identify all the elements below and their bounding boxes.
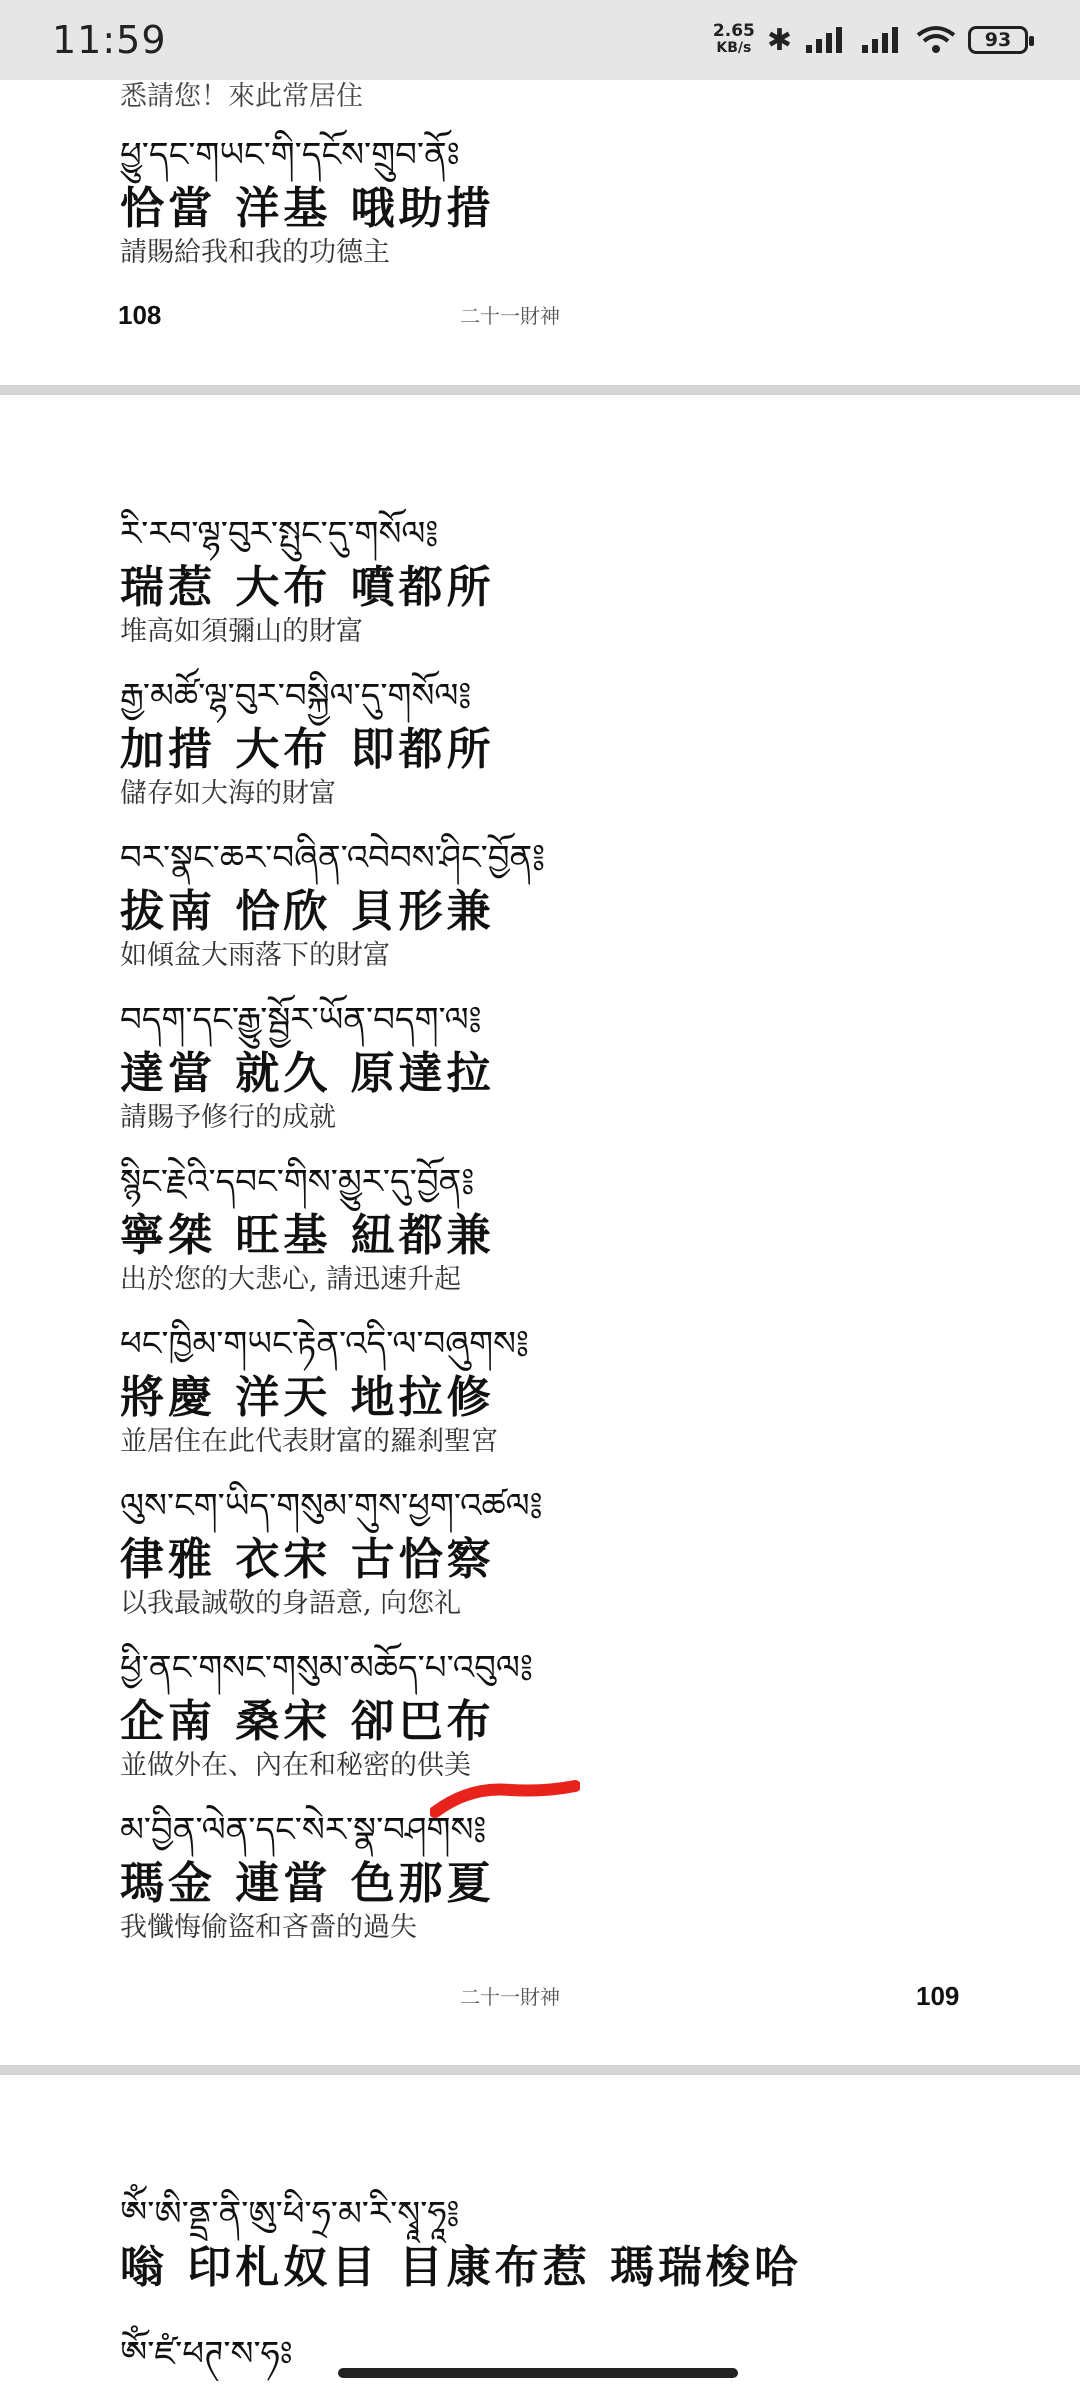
page-108 [0, 80, 1080, 385]
tibetan-line: རི་རབ་ལྷ་བུར་སྤུང་དུ་གསོལ༔ [120, 514, 439, 554]
status-icons [713, 23, 1028, 58]
page-running-title: 二十一財神 [460, 1985, 560, 2009]
tibetan-line: ཨོཾ་ཛཾ་ཕཊ་ས་ཧཿ [120, 2334, 293, 2374]
phonetic-line: 律雅 衣宋 古恰察 [120, 1534, 495, 1585]
translation-line: 如傾盆大雨落下的財富 [120, 940, 390, 971]
tibetan-line: ལུས་ངག་ཡིད་གསུམ་གུས་ཕྱག་འཚལ༔ [120, 1486, 543, 1526]
translation-line: 堆高如須彌山的財富 [120, 616, 363, 647]
signal-icon [804, 25, 848, 55]
tibetan-line: ཕྱུ་དང་གཡང་གི་དངོས་གྲུབ་ནོཿ [120, 135, 460, 175]
translation-line: 請賜給我和我的功德主 [120, 237, 390, 268]
tibetan-line: ཨོཾ་ཨི་ནྡྲ་ནི་ཨུ་ཕི་ཧྲ་མ་རི་སྭཱ་ཧཱ༔ [120, 2194, 460, 2234]
cut-off-translation: 悉請您！來此常居住 [120, 81, 363, 112]
translation-line: 並居住在此代表財富的羅刹聖宮 [120, 1426, 498, 1457]
phonetic-line: 寧桀 旺基 紐都兼 [120, 1210, 495, 1261]
phonetic-line: 將慶 洋天 地拉修 [120, 1372, 495, 1423]
page-number: 108 [118, 300, 162, 330]
battery-indicator [968, 26, 1028, 54]
page-separator [0, 2065, 1080, 2075]
tibetan-line: བར་སྣང་ཆར་བཞིན་འབེབས་ཤིང་བྱོན༔ [120, 838, 546, 878]
phonetic-line: 拔南 恰欣 貝形兼 [120, 886, 495, 937]
translation-line: 儲存如大海的財富 [120, 778, 336, 809]
bluetooth-icon: ✱ [766, 22, 792, 58]
translation-line: 以我最誠敬的身語意, 向您礼 [120, 1588, 462, 1619]
phonetic-line: 加措 大布 即都所 [120, 724, 495, 775]
network-speed-value: 2.65 [712, 21, 755, 41]
status-time: 11:59 [52, 18, 167, 62]
network-speed [713, 23, 755, 57]
phonetic-line: 恰當 洋基 哦助措 [120, 183, 495, 234]
wifi-icon [916, 25, 956, 55]
phonetic-line: 瑪金 連當 色那夏 [120, 1858, 495, 1909]
page-number: 109 [916, 1981, 960, 2011]
translation-line: 請賜予修行的成就 [120, 1102, 336, 1133]
translation-line: 並做外在、內在和秘密的供美 [120, 1750, 471, 1781]
page-110 [0, 2075, 1080, 2400]
tibetan-line: མ་བྱིན་ལེན་དང་སེར་སྣ་བཤགས༔ [120, 1810, 487, 1850]
tibetan-line: ཕྱི་ནང་གསང་གསུམ་མཆོད་པ་འབུལ༔ [120, 1648, 533, 1688]
red-underline-annotation [430, 1780, 580, 1820]
tibetan-line: རྒྱ་མཚོ་ལྷ་བུར་བསྐྱིལ་དུ་གསོལ༔ [120, 676, 472, 716]
tibetan-line: བདག་དང་རྒྱུ་སྦྱོར་ཡོན་བདག་ལ༔ [120, 1000, 482, 1040]
phonetic-line: 達當 就久 原達拉 [120, 1048, 495, 1099]
tibetan-line: སྙིང་རྗེའི་དབང་གིས་མྱུར་དུ་བྱོན༔ [120, 1162, 475, 1202]
tibetan-line: ཕང་ཁྱིམ་གཡང་རྟེན་འདི་ལ་བཞུགས༔ [120, 1324, 529, 1364]
page-running-title: 二十一財神 [460, 304, 560, 328]
phonetic-line: 瑞惹 大布 噴都所 [120, 562, 495, 613]
network-speed-unit: KB/s [716, 40, 752, 56]
battery-level: 93 [984, 29, 1012, 51]
phonetic-line: 嗡 印札奴目 目康布惹 瑪瑞梭哈 [120, 2242, 802, 2293]
home-indicator[interactable] [338, 2368, 738, 2378]
phonetic-line: 企南 桑宋 卻巴布 [120, 1696, 495, 1747]
status-bar [0, 0, 1080, 80]
page-separator [0, 385, 1080, 395]
translation-line: 我懺悔偷盜和吝嗇的過失 [120, 1912, 417, 1943]
signal-icon-2 [860, 25, 904, 55]
translation-line: 出於您的大悲心, 請迅速升起 [120, 1264, 462, 1295]
